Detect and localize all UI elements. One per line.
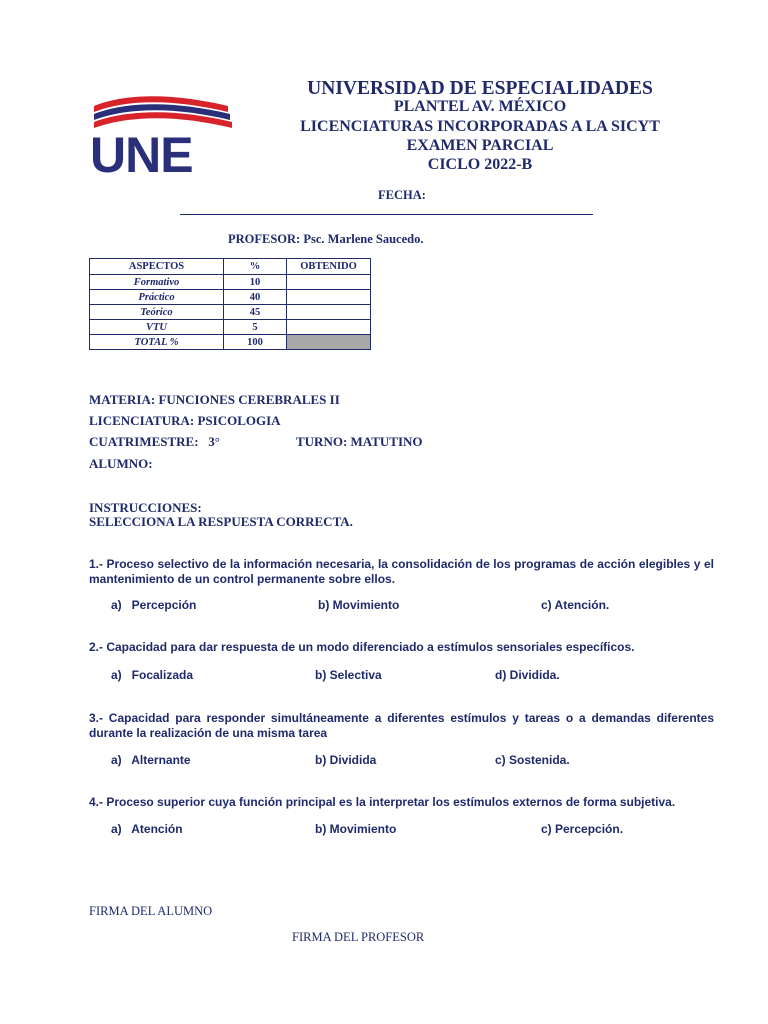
instructions-text: SELECCIONA LA RESPUESTA CORRECTA. xyxy=(89,514,353,529)
question-2 xyxy=(89,640,714,684)
obtenido-cell[interactable] xyxy=(287,305,371,320)
logo-wordmark: UNE xyxy=(90,127,193,183)
obtenido-cell[interactable] xyxy=(287,275,371,290)
licenciatura-label: LICENCIATURA: PSICOLOGIA xyxy=(89,413,281,428)
header-percent: % xyxy=(224,259,287,275)
option-a[interactable]: a) Alternante xyxy=(111,753,191,767)
instructions-title: INSTRUCCIONES: xyxy=(89,500,202,515)
total-row xyxy=(90,335,371,350)
aspecto-cell: Teórico xyxy=(90,305,224,320)
firma-profesor-label: FIRMA DEL PROFESOR xyxy=(292,930,425,944)
une-logo xyxy=(88,92,233,182)
exam-title: EXAMEN PARCIAL xyxy=(406,137,554,154)
programs-title: LICENCIATURAS INCORPORADAS A LA SICYT xyxy=(300,118,660,135)
option-c[interactable]: c) Atención. xyxy=(541,598,610,612)
header-aspectos: ASPECTOS xyxy=(90,259,224,275)
question-text: 4.- Proceso superior cuya función principal es la interpretar los estímulos externos de forma subjetiva. xyxy=(89,795,676,809)
fecha-label: FECHA: xyxy=(378,188,426,202)
table-row xyxy=(90,290,371,305)
question-1 xyxy=(89,557,714,614)
total-label-cell: TOTAL % xyxy=(90,335,224,350)
total-obtenido-cell xyxy=(287,335,371,350)
table-row xyxy=(90,305,371,320)
percent-cell: 5 xyxy=(224,320,287,335)
option-b[interactable]: b) Movimiento xyxy=(315,822,397,836)
aspecto-cell: VTU xyxy=(90,320,224,335)
campus-title: PLANTEL AV. MÉXICO xyxy=(393,98,567,115)
materia-label: MATERIA: FUNCIONES CEREBRALES II xyxy=(89,392,340,407)
profesor-label: PROFESOR: Psc. Marlene Saucedo. xyxy=(228,232,424,246)
aspecto-cell: Práctico xyxy=(90,290,224,305)
table-row xyxy=(90,275,371,290)
option-b[interactable]: b) Dividida xyxy=(315,753,377,767)
table-row xyxy=(90,320,371,335)
option-a[interactable]: a) Focalizada xyxy=(111,668,194,682)
option-c[interactable]: c) Sostenida. xyxy=(495,753,570,767)
obtenido-cell[interactable] xyxy=(287,290,371,305)
option-a[interactable]: a) Percepción xyxy=(111,598,197,612)
option-b[interactable]: b) Movimiento xyxy=(318,598,400,612)
aspecto-cell: Formativo xyxy=(90,275,224,290)
obtenido-cell[interactable] xyxy=(287,320,371,335)
option-b[interactable]: b) Selectiva xyxy=(315,668,382,682)
option-d[interactable]: d) Dividida. xyxy=(495,668,560,682)
alumno-label: ALUMNO: xyxy=(89,456,153,471)
university-title: UNIVERSIDAD DE ESPECIALIDADES xyxy=(307,78,653,99)
cuatrimestre-label: CUATRIMESTRE: 3° xyxy=(89,434,220,449)
grades-header-row xyxy=(90,259,371,275)
question-3 xyxy=(89,711,714,769)
total-percent-cell: 100 xyxy=(224,335,287,350)
header-obtenido: OBTENIDO xyxy=(287,259,371,275)
percent-cell: 10 xyxy=(224,275,287,290)
turno-label: TURNO: MATUTINO xyxy=(296,434,423,449)
question-text: 3.- Capacidad para responder simultáneamente a diferentes estímulos y tareas o a demandas diferentes durante la realización de una misma tarea xyxy=(89,711,714,740)
option-a[interactable]: a) Atención xyxy=(111,822,183,836)
question-text: 2.- Capacidad para dar respuesta de un modo diferenciado a estímulos sensoriales específicos. xyxy=(89,640,635,654)
fecha-input-line[interactable] xyxy=(180,214,593,215)
cycle-title: CICLO 2022-B xyxy=(427,156,533,173)
firma-alumno-label: FIRMA DEL ALUMNO xyxy=(89,904,213,918)
question-text: 1.- Proceso selectivo de la información necesaria, la consolidación de los programas de acción elegibles y el mantenimiento de un control permanente sobre ellos. xyxy=(89,557,714,586)
option-c[interactable]: c) Percepción. xyxy=(541,822,624,836)
percent-cell: 45 xyxy=(224,305,287,320)
grades-table xyxy=(89,258,371,350)
question-4 xyxy=(89,795,714,838)
percent-cell: 40 xyxy=(224,290,287,305)
